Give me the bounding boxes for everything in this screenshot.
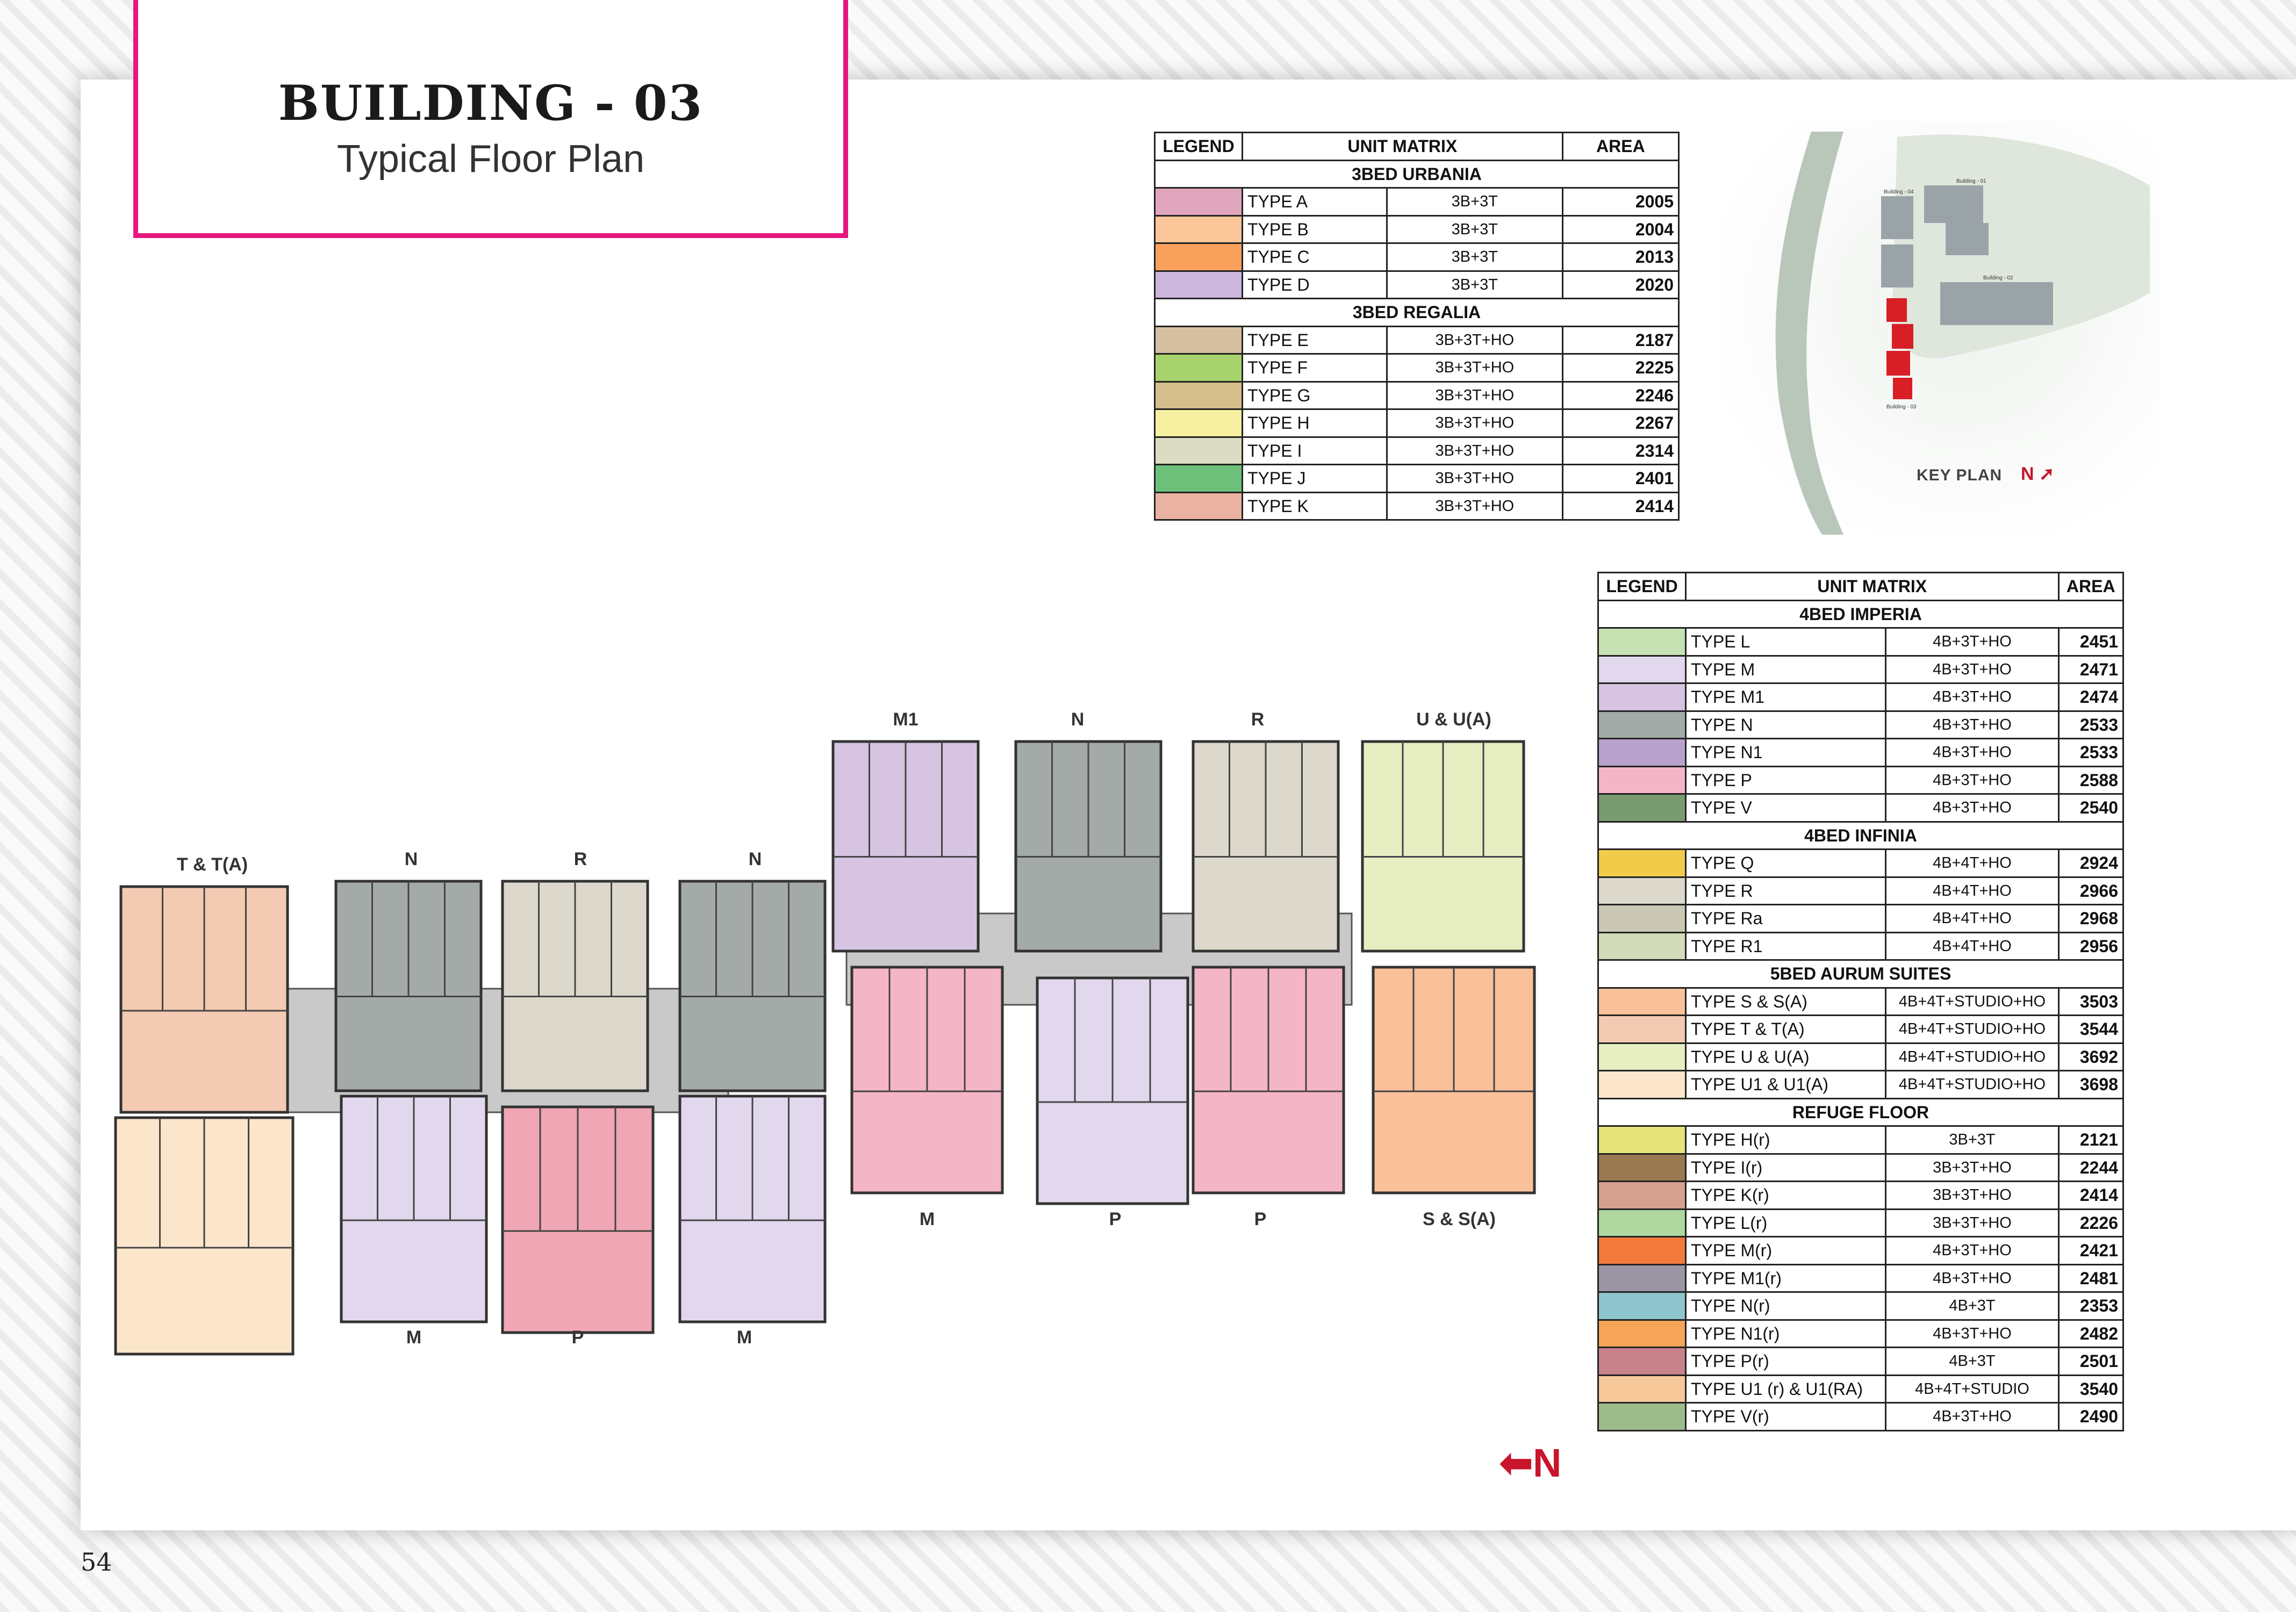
section-title: 3BED REGALIA bbox=[1155, 299, 1679, 327]
unit-area: 2533 bbox=[2058, 739, 2123, 767]
unit-area: 2451 bbox=[2058, 628, 2123, 656]
unit-matrix: 4B+4T+HO bbox=[1886, 850, 2058, 877]
unit-type: TYPE R bbox=[1686, 877, 1886, 905]
unit-type: TYPE M1(r) bbox=[1686, 1264, 1886, 1292]
unit-matrix: 3B+3T bbox=[1387, 215, 1562, 243]
unit-label: U & U(A) bbox=[1416, 709, 1491, 730]
section-title: 4BED IMPERIA bbox=[1598, 600, 2123, 628]
unit-type: TYPE V bbox=[1686, 794, 1886, 822]
unit-matrix: 3B+3T+HO bbox=[1886, 1209, 2058, 1237]
unit-type: TYPE L(r) bbox=[1686, 1209, 1886, 1237]
unit-type: TYPE T & T(A) bbox=[1686, 1016, 1886, 1044]
unit-matrix: 3B+3T+HO bbox=[1886, 1182, 2058, 1210]
key-plan-building-label: Building - 01 bbox=[1956, 178, 1986, 184]
unit-matrix: 4B+3T+HO bbox=[1886, 683, 2058, 711]
column-header-matrix: UNIT MATRIX bbox=[1243, 133, 1563, 161]
unit-area: 3698 bbox=[2058, 1071, 2123, 1099]
color-swatch bbox=[1155, 188, 1243, 216]
page-title: BUILDING - 03 bbox=[278, 75, 704, 132]
table-row bbox=[1155, 215, 1679, 243]
unit-matrix: 4B+3T+HO bbox=[1886, 739, 2058, 767]
unit-matrix: 4B+3T bbox=[1886, 1292, 2058, 1320]
color-swatch bbox=[1155, 437, 1243, 465]
typical-floor-plan bbox=[110, 688, 1701, 1397]
unit-area: 2005 bbox=[1562, 188, 1678, 216]
unit-matrix: 3B+3T+HO bbox=[1387, 437, 1562, 465]
unit-label: N bbox=[404, 849, 418, 869]
unit-matrix: 4B+3T+HO bbox=[1886, 1403, 2058, 1431]
unit-matrix: 4B+4T+STUDIO+HO bbox=[1886, 988, 2058, 1016]
unit-matrix: 3B+3T+HO bbox=[1387, 326, 1562, 354]
unit-label: P bbox=[571, 1327, 584, 1348]
unit-area: 2471 bbox=[2058, 656, 2123, 683]
color-swatch bbox=[1155, 243, 1243, 271]
unit-matrix: 3B+3T bbox=[1387, 271, 1562, 299]
unit-matrix: 4B+4T+STUDIO+HO bbox=[1886, 1016, 2058, 1044]
unit-label: T & T(A) bbox=[176, 854, 248, 875]
unit-area: 2588 bbox=[2058, 766, 2123, 794]
unit-area: 2482 bbox=[2058, 1320, 2123, 1348]
unit-area: 2226 bbox=[2058, 1209, 2123, 1237]
building-02-block bbox=[1940, 282, 2053, 325]
table-row bbox=[1155, 465, 1679, 493]
unit-matrix: 3B+3T+HO bbox=[1387, 409, 1562, 437]
unit-matrix: 3B+3T bbox=[1387, 243, 1562, 271]
unit-area: 2225 bbox=[1562, 354, 1678, 382]
table-row bbox=[1155, 382, 1679, 409]
unit-label: P bbox=[1254, 1209, 1267, 1229]
unit-matrix: 4B+3T+HO bbox=[1886, 766, 2058, 794]
unit-type: TYPE J bbox=[1243, 465, 1387, 493]
unit-type: TYPE N1(r) bbox=[1686, 1320, 1886, 1348]
unit-type: TYPE H(r) bbox=[1686, 1126, 1886, 1154]
color-swatch bbox=[1155, 492, 1243, 520]
table-row bbox=[1598, 628, 2123, 656]
unit-label: R bbox=[1251, 709, 1265, 730]
apartment-unit bbox=[1193, 742, 1338, 951]
unit-matrix: 4B+4T+STUDIO+HO bbox=[1886, 1043, 2058, 1071]
unit-area: 2187 bbox=[1562, 326, 1678, 354]
section-title: 4BED INFINIA bbox=[1598, 822, 2123, 850]
unit-label: M bbox=[406, 1327, 422, 1348]
table-row bbox=[1155, 492, 1679, 520]
unit-matrix: 4B+3T+HO bbox=[1886, 1237, 2058, 1265]
unit-area: 2267 bbox=[1562, 409, 1678, 437]
table-row bbox=[1155, 188, 1679, 216]
unit-matrix: 3B+3T+HO bbox=[1387, 354, 1562, 382]
table-row bbox=[1155, 243, 1679, 271]
unit-type: TYPE M bbox=[1686, 656, 1886, 683]
unit-label: M bbox=[736, 1327, 752, 1348]
unit-area: 2501 bbox=[2058, 1348, 2123, 1376]
table-row bbox=[1155, 354, 1679, 382]
column-header-area: AREA bbox=[1562, 133, 1678, 161]
unit-area: 3692 bbox=[2058, 1043, 2123, 1071]
unit-type: TYPE Q bbox=[1686, 850, 1886, 877]
unit-area: 2244 bbox=[2058, 1154, 2123, 1182]
unit-area: 2020 bbox=[1562, 271, 1678, 299]
unit-type: TYPE G bbox=[1243, 382, 1387, 409]
column-header-matrix: UNIT MATRIX bbox=[1686, 573, 2059, 601]
apartment-unit bbox=[852, 967, 1002, 1193]
key-plan-building-label: Building - 02 bbox=[1983, 275, 2013, 281]
unit-matrix: 4B+3T+HO bbox=[1886, 628, 2058, 656]
unit-type: TYPE N(r) bbox=[1686, 1292, 1886, 1320]
unit-type: TYPE P bbox=[1686, 766, 1886, 794]
unit-area: 2013 bbox=[1562, 243, 1678, 271]
unit-type: TYPE P(r) bbox=[1686, 1348, 1886, 1376]
unit-matrix: 4B+3T+HO bbox=[1886, 794, 2058, 822]
unit-area: 2968 bbox=[2058, 905, 2123, 933]
apartment-unit bbox=[1037, 978, 1188, 1204]
unit-area: 2540 bbox=[2058, 794, 2123, 822]
color-swatch bbox=[1598, 628, 1686, 656]
unit-area: 2004 bbox=[1562, 215, 1678, 243]
color-swatch bbox=[1155, 271, 1243, 299]
column-header-area: AREA bbox=[2058, 573, 2123, 601]
unit-label: M bbox=[919, 1209, 935, 1229]
section-title: REFUGE FLOOR bbox=[1598, 1098, 2123, 1126]
apartment-unit bbox=[1193, 967, 1344, 1193]
unit-label: N bbox=[748, 849, 762, 869]
title-box bbox=[133, 0, 848, 238]
apartment-unit bbox=[680, 881, 825, 1091]
table-row bbox=[1598, 1403, 2123, 1431]
unit-matrix: 3B+3T bbox=[1886, 1126, 2058, 1154]
north-arrow-icon: ⬅ bbox=[1499, 1441, 1533, 1485]
unit-type: TYPE I(r) bbox=[1686, 1154, 1886, 1182]
unit-matrix: 4B+3T+HO bbox=[1886, 656, 2058, 683]
north-indicator: ⬅N bbox=[1499, 1441, 1562, 1485]
unit-type: TYPE N bbox=[1686, 711, 1886, 739]
unit-label: P bbox=[1109, 1209, 1122, 1229]
unit-type: TYPE Ra bbox=[1686, 905, 1886, 933]
unit-area: 2246 bbox=[1562, 382, 1678, 409]
unit-matrix: 4B+4T+STUDIO bbox=[1886, 1375, 2058, 1403]
unit-area: 2481 bbox=[2058, 1264, 2123, 1292]
unit-matrix: 3B+3T+HO bbox=[1387, 382, 1562, 409]
unit-type: TYPE M(r) bbox=[1686, 1237, 1886, 1265]
apartment-unit bbox=[1362, 742, 1524, 951]
color-swatch bbox=[1598, 1403, 1686, 1431]
key-plan-north-indicator: N ➚ bbox=[2021, 464, 2055, 484]
table-row bbox=[1155, 409, 1679, 437]
unit-area: 2490 bbox=[2058, 1403, 2123, 1431]
unit-area: 2121 bbox=[2058, 1126, 2123, 1154]
unit-type: TYPE B bbox=[1243, 215, 1387, 243]
unit-area: 2533 bbox=[2058, 711, 2123, 739]
unit-matrix: 4B+3T bbox=[1886, 1348, 2058, 1376]
unit-area: 3540 bbox=[2058, 1375, 2123, 1403]
apartment-unit bbox=[341, 1096, 486, 1322]
color-swatch bbox=[1155, 382, 1243, 409]
unit-type: TYPE U1 (r) & U1(RA) bbox=[1686, 1375, 1886, 1403]
unit-matrix: 3B+3T+HO bbox=[1387, 465, 1562, 493]
unit-matrix: 4B+4T+STUDIO+HO bbox=[1886, 1071, 2058, 1099]
unit-type: TYPE K bbox=[1243, 492, 1387, 520]
apartment-unit bbox=[1016, 742, 1161, 951]
unit-area: 2414 bbox=[1562, 492, 1678, 520]
unit-matrix: 4B+4T+HO bbox=[1886, 877, 2058, 905]
apartment-unit bbox=[121, 887, 288, 1112]
color-swatch bbox=[1155, 409, 1243, 437]
apartment-unit bbox=[503, 1107, 653, 1333]
unit-type: TYPE S & S(A) bbox=[1686, 988, 1886, 1016]
section-title: 5BED AURUM SUITES bbox=[1598, 960, 2123, 988]
unit-type: TYPE R1 bbox=[1686, 932, 1886, 960]
unit-matrix: 4B+4T+HO bbox=[1886, 905, 2058, 933]
unit-area: 3544 bbox=[2058, 1016, 2123, 1044]
unit-area: 2956 bbox=[2058, 932, 2123, 960]
unit-label: R bbox=[573, 849, 587, 869]
unit-type: TYPE M1 bbox=[1686, 683, 1886, 711]
unit-label: S & S(A) bbox=[1423, 1209, 1496, 1229]
column-header-legend: LEGEND bbox=[1155, 133, 1243, 161]
unit-type: TYPE I bbox=[1243, 437, 1387, 465]
unit-matrix: 3B+3T bbox=[1387, 188, 1562, 216]
key-plan-building-label: Building - 03 bbox=[1886, 404, 1917, 410]
unit-type: TYPE L bbox=[1686, 628, 1886, 656]
unit-area: 2414 bbox=[2058, 1182, 2123, 1210]
color-swatch bbox=[1155, 215, 1243, 243]
unit-matrix: 4B+3T+HO bbox=[1886, 711, 2058, 739]
color-swatch bbox=[1155, 465, 1243, 493]
unit-area: 2401 bbox=[1562, 465, 1678, 493]
apartment-unit bbox=[336, 881, 481, 1091]
table-row bbox=[1598, 656, 2123, 683]
unit-type: TYPE D bbox=[1243, 271, 1387, 299]
page-subtitle: Typical Floor Plan bbox=[336, 138, 645, 181]
unit-matrix: 4B+3T+HO bbox=[1886, 1320, 2058, 1348]
color-swatch bbox=[1598, 656, 1686, 683]
unit-area: 2474 bbox=[2058, 683, 2123, 711]
key-plan-label: KEY PLAN bbox=[1917, 466, 2003, 484]
unit-type: TYPE V(r) bbox=[1686, 1403, 1886, 1431]
unit-label: N bbox=[1071, 709, 1085, 730]
table-row bbox=[1155, 326, 1679, 354]
unit-area: 2924 bbox=[2058, 850, 2123, 877]
unit-area: 2421 bbox=[2058, 1237, 2123, 1265]
unit-matrix: 3B+3T+HO bbox=[1886, 1154, 2058, 1182]
column-header-legend: LEGEND bbox=[1598, 573, 1686, 601]
unit-type: TYPE K(r) bbox=[1686, 1182, 1886, 1210]
unit-matrix: 4B+4T+HO bbox=[1886, 932, 2058, 960]
color-swatch bbox=[1155, 354, 1243, 382]
apartment-unit bbox=[116, 1118, 293, 1354]
unit-type: TYPE U1 & U1(A) bbox=[1686, 1071, 1886, 1099]
apartment-unit bbox=[680, 1096, 825, 1322]
unit-type: TYPE C bbox=[1243, 243, 1387, 271]
unit-area: 3503 bbox=[2058, 988, 2123, 1016]
unit-matrix: 4B+3T+HO bbox=[1886, 1264, 2058, 1292]
section-title: 3BED URBANIA bbox=[1155, 160, 1679, 188]
key-plan-building-label: Building - 04 bbox=[1884, 189, 1914, 195]
unit-type: TYPE N1 bbox=[1686, 739, 1886, 767]
unit-type: TYPE U & U(A) bbox=[1686, 1043, 1886, 1071]
color-swatch bbox=[1155, 326, 1243, 354]
page-number: 54 bbox=[81, 1548, 112, 1577]
unit-label: M1 bbox=[893, 709, 919, 730]
apartment-unit bbox=[503, 881, 648, 1091]
unit-area: 2966 bbox=[2058, 877, 2123, 905]
table-row bbox=[1155, 271, 1679, 299]
apartment-unit bbox=[1373, 967, 1534, 1193]
apartment-unit bbox=[833, 742, 978, 951]
unit-area: 2353 bbox=[2058, 1292, 2123, 1320]
unit-type: TYPE A bbox=[1243, 188, 1387, 216]
unit-type: TYPE F bbox=[1243, 354, 1387, 382]
unit-type: TYPE H bbox=[1243, 409, 1387, 437]
table-row bbox=[1155, 437, 1679, 465]
unit-type: TYPE E bbox=[1243, 326, 1387, 354]
unit-matrix: 3B+3T+HO bbox=[1387, 492, 1562, 520]
unit-area: 2314 bbox=[1562, 437, 1678, 465]
legend-table-3bed bbox=[1154, 132, 1680, 521]
